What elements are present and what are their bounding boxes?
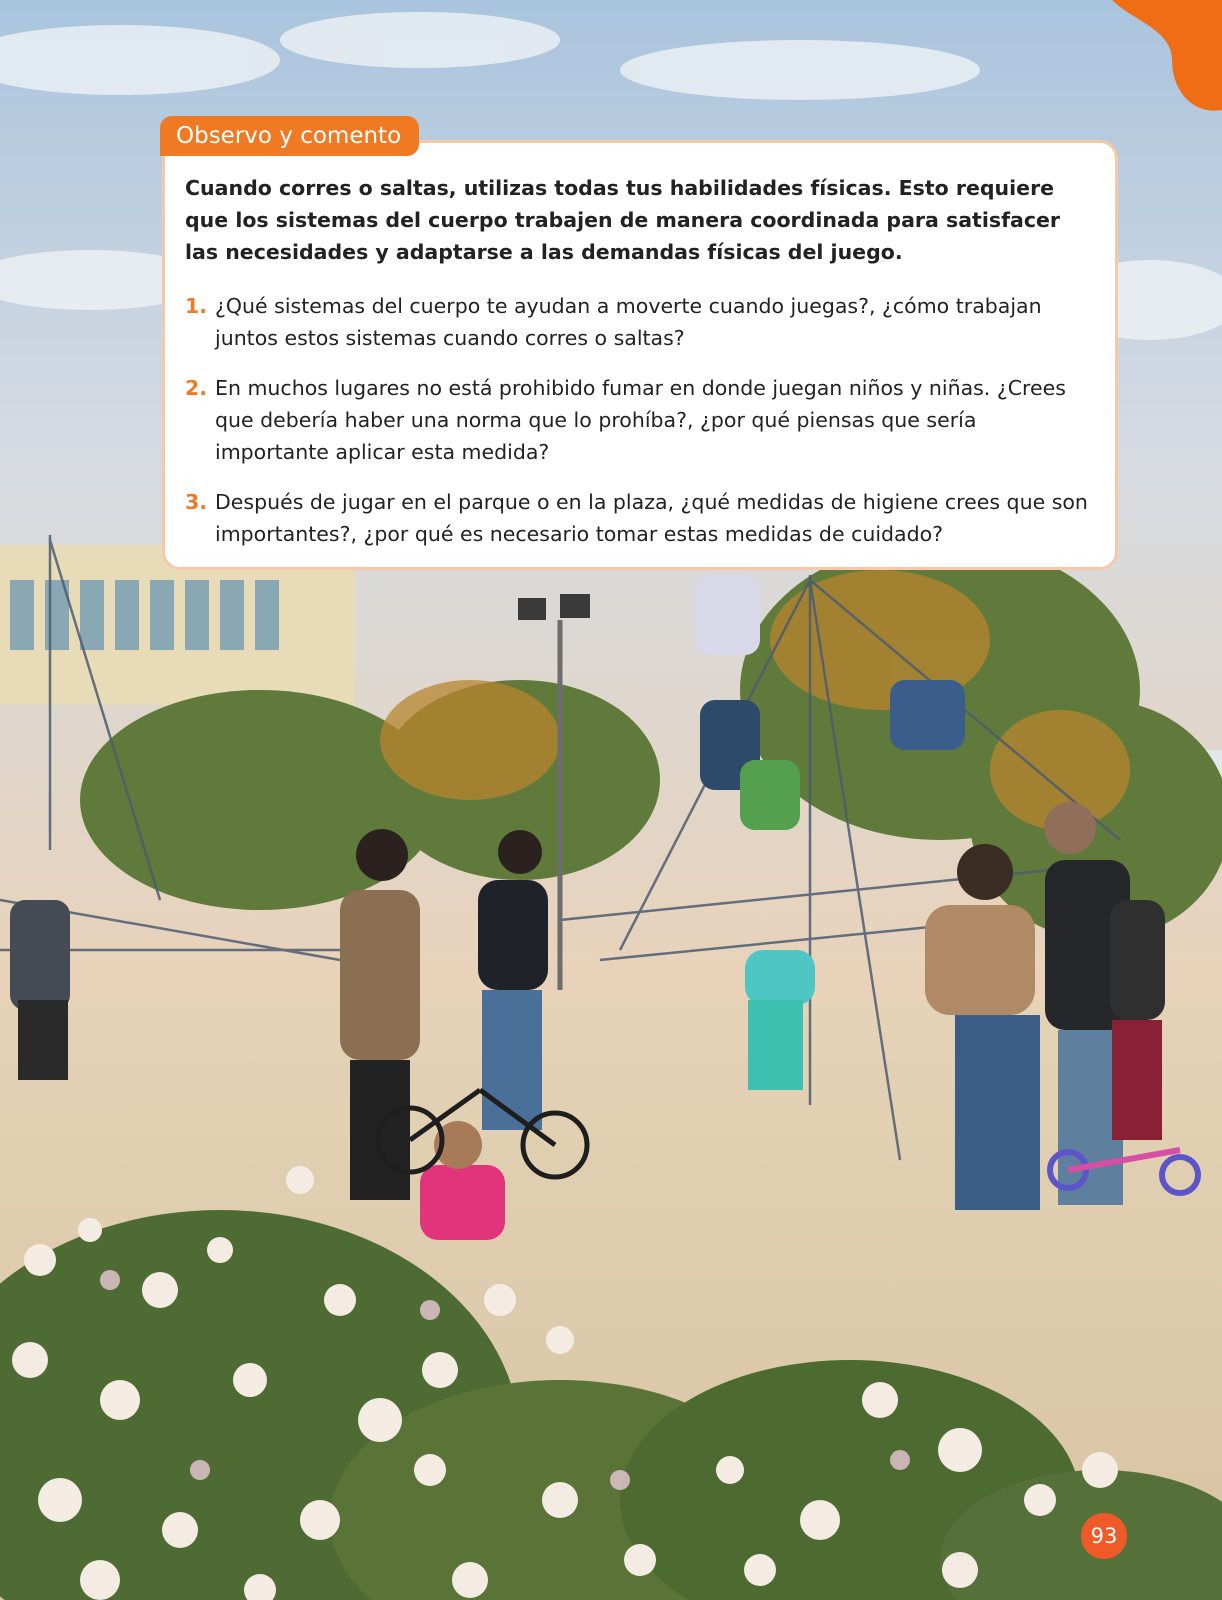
intro-text-emphasis: los sistemas del cuerpo trabajen de manera coordinada para satisfacer las necesidades <box>185 208 1060 264</box>
question-number: 2. <box>185 376 208 400</box>
question-number: 3. <box>185 490 208 514</box>
intro-paragraph <box>185 172 1095 268</box>
question-text: ¿Qué sistemas del cuerpo te ayudan a moverte cuando juegas?, ¿cómo trabajan juntos estos sistemas cuando corres o saltas? <box>215 294 1042 350</box>
question-text: En muchos lugares no está prohibido fumar en donde juegan niños y niñas. ¿Crees que debería haber una norma que lo prohíba?, ¿por qué piensas que sería importante aplicar esta medida? <box>215 376 1066 464</box>
question-text: Después de jugar en el parque o en la plaza, ¿qué medidas de higiene crees que son importantes?, ¿por qué es necesario tomar estas medidas de cuidado? <box>215 490 1088 546</box>
intro-text-part1: Cuando corres o saltas, utilizas todas tus habilidades físicas. Esto requiere que <box>185 176 1055 232</box>
section-tag: Observo y comento <box>160 116 419 156</box>
question-number: 1. <box>185 294 208 318</box>
intro-text-part3: y adaptarse a las demandas físicas del juego. <box>368 240 903 264</box>
page-number: 93 <box>1081 1513 1127 1559</box>
corner-decoration <box>1112 0 1222 115</box>
